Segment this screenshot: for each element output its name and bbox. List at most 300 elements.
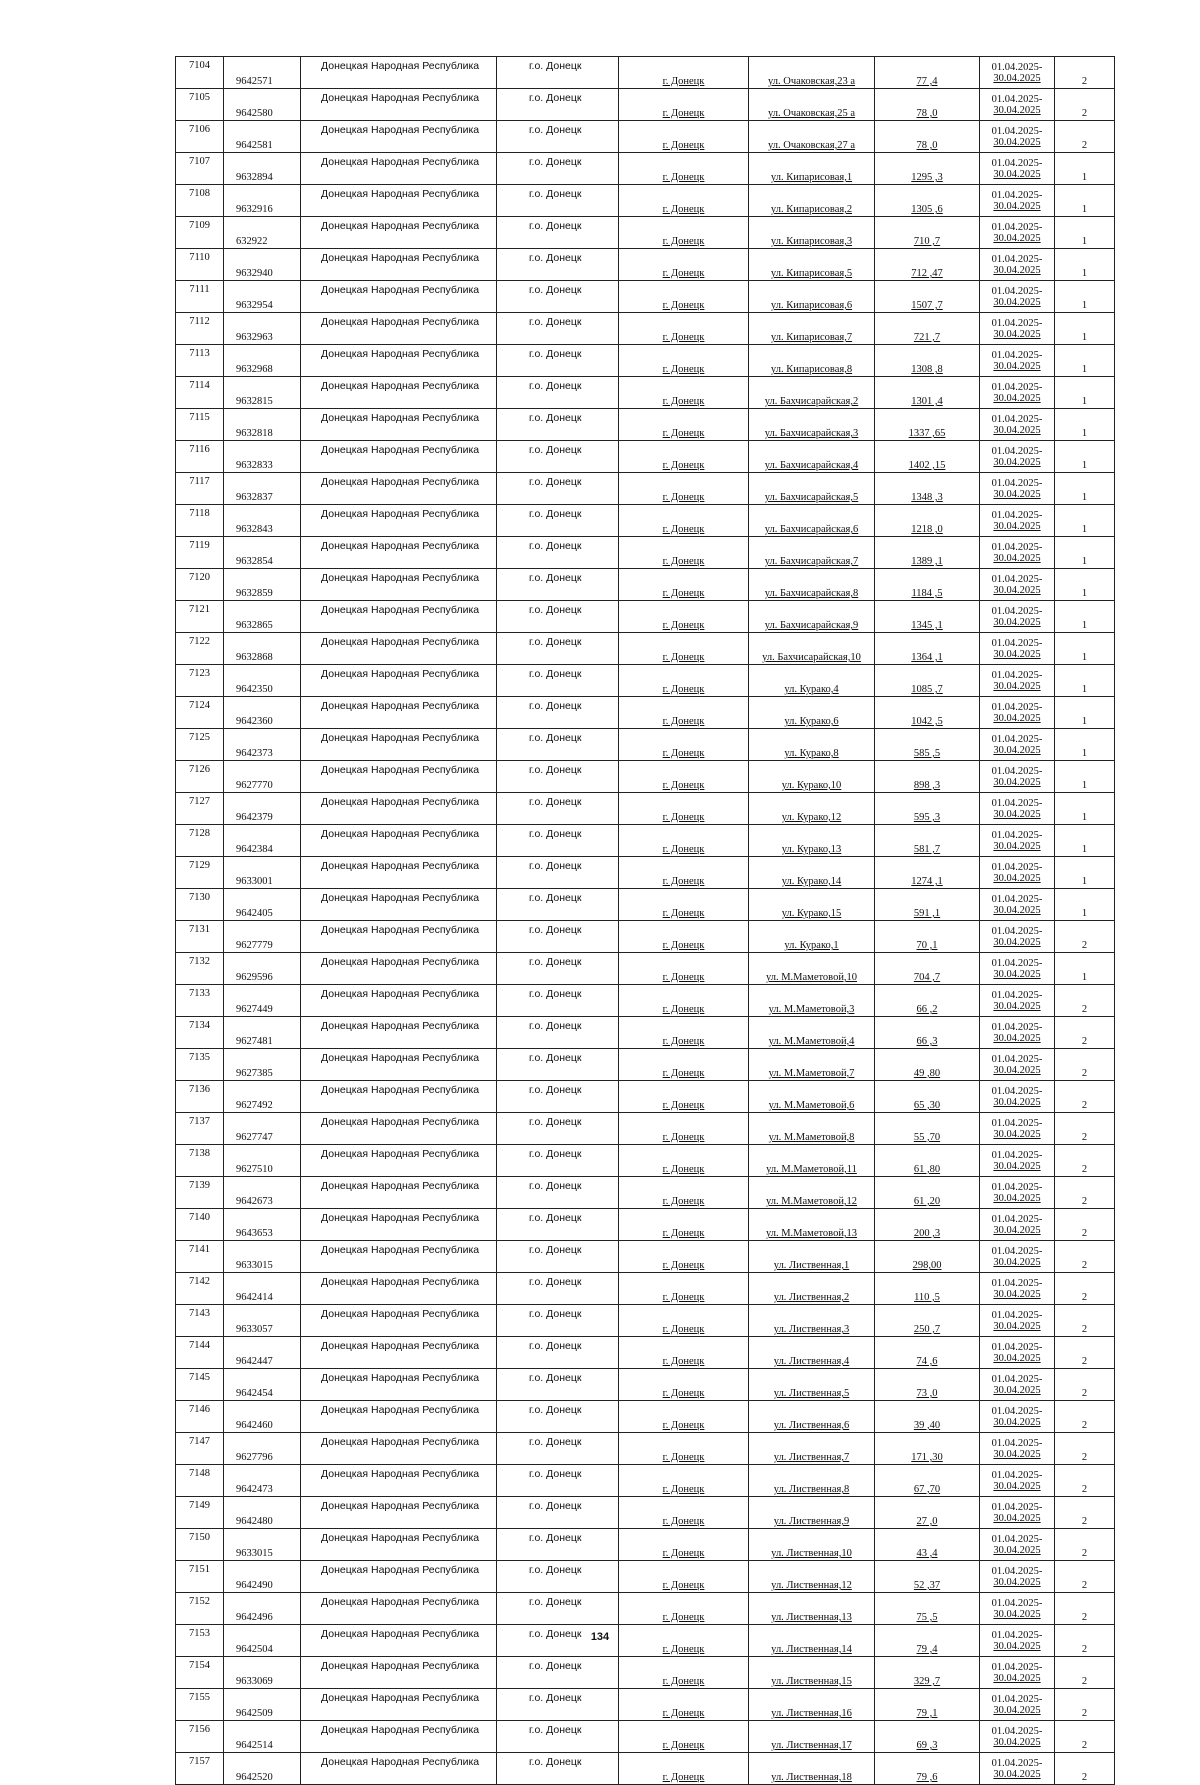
row-number: 7135: [176, 1049, 224, 1081]
period-start: 01.04.2025-: [991, 349, 1043, 361]
city-name: г. Донецк: [619, 1657, 749, 1689]
region-name: Донецкая Народная Республика: [301, 1401, 497, 1433]
region-name: Донецкая Народная Республика: [301, 1433, 497, 1465]
street-address: ул. Бахчисарайская,3: [749, 409, 875, 441]
period-start: 01.04.2025-: [991, 509, 1043, 521]
table-row: [176, 1753, 1115, 1785]
period-start: 01.04.2025-: [991, 221, 1043, 233]
district-name: г.о. Донецк: [497, 1305, 619, 1337]
district-name: г.о. Донецк: [497, 921, 619, 953]
row-number: 7146: [176, 1401, 224, 1433]
street-address: ул. Кипарисовая,1: [749, 153, 875, 185]
row-number: 7137: [176, 1113, 224, 1145]
object-code: 9642673: [224, 1177, 301, 1209]
period-cell: [980, 1209, 1055, 1241]
area-value: 1305 ,6: [875, 185, 980, 217]
category-value: 1: [1055, 793, 1115, 825]
region-name: Донецкая Народная Республика: [301, 1689, 497, 1721]
area-value: 43 ,4: [875, 1529, 980, 1561]
category-value: 2: [1055, 1113, 1115, 1145]
district-name: г.о. Донецк: [497, 377, 619, 409]
city-name: г. Донецк: [619, 1529, 749, 1561]
region-name: Донецкая Народная Республика: [301, 217, 497, 249]
period-start: 01.04.2025-: [991, 1629, 1043, 1641]
period-end: 30.04.2025: [993, 616, 1041, 628]
period-end: 30.04.2025: [993, 712, 1041, 724]
street-address: ул. Бахчисарайская,4: [749, 441, 875, 473]
area-value: 79 ,1: [875, 1689, 980, 1721]
period-start: 01.04.2025-: [991, 445, 1043, 457]
period-start: 01.04.2025-: [991, 125, 1043, 137]
row-number: 7115: [176, 409, 224, 441]
street-address: ул. Курако,13: [749, 825, 875, 857]
street-address: ул. М.Маметовой,7: [749, 1049, 875, 1081]
city-name: г. Донецк: [619, 1017, 749, 1049]
city-name: г. Донецк: [619, 1177, 749, 1209]
period-start: 01.04.2025-: [991, 541, 1043, 553]
city-name: г. Донецк: [619, 1465, 749, 1497]
row-number: 7121: [176, 601, 224, 633]
area-value: 721 ,7: [875, 313, 980, 345]
region-name: Донецкая Народная Республика: [301, 1209, 497, 1241]
street-address: ул. Лиственная,18: [749, 1753, 875, 1785]
period-cell: [980, 601, 1055, 633]
category-value: 1: [1055, 377, 1115, 409]
district-name: г.о. Донецк: [497, 1625, 619, 1657]
period-start: 01.04.2025-: [991, 477, 1043, 489]
table-row: [176, 1465, 1115, 1497]
city-name: г. Донецк: [619, 1113, 749, 1145]
city-name: г. Донецк: [619, 1369, 749, 1401]
area-value: 200 ,3: [875, 1209, 980, 1241]
object-code: 9632833: [224, 441, 301, 473]
category-value: 2: [1055, 1561, 1115, 1593]
city-name: г. Донецк: [619, 1753, 749, 1785]
district-name: г.о. Донецк: [497, 633, 619, 665]
area-value: 78 ,0: [875, 121, 980, 153]
category-value: 1: [1055, 601, 1115, 633]
district-name: г.о. Донецк: [497, 857, 619, 889]
street-address: ул. Кипарисовая,7: [749, 313, 875, 345]
region-name: Донецкая Народная Республика: [301, 665, 497, 697]
table-row: [176, 633, 1115, 665]
category-value: 1: [1055, 569, 1115, 601]
street-address: ул. Лиственная,7: [749, 1433, 875, 1465]
street-address: ул. Лиственная,12: [749, 1561, 875, 1593]
street-address: ул. Лиственная,17: [749, 1721, 875, 1753]
row-number: 7120: [176, 569, 224, 601]
area-value: 110 ,5: [875, 1273, 980, 1305]
category-value: 1: [1055, 441, 1115, 473]
period-end: 30.04.2025: [993, 328, 1041, 340]
category-value: 1: [1055, 473, 1115, 505]
city-name: г. Донецк: [619, 569, 749, 601]
street-address: ул. Очаковская,25 а: [749, 89, 875, 121]
category-value: 1: [1055, 761, 1115, 793]
period-cell: [980, 441, 1055, 473]
area-value: 61 ,20: [875, 1177, 980, 1209]
period-start: 01.04.2025-: [991, 157, 1043, 169]
region-name: Донецкая Народная Республика: [301, 1241, 497, 1273]
period-cell: [980, 505, 1055, 537]
table-row: [176, 1145, 1115, 1177]
area-value: 61 ,80: [875, 1145, 980, 1177]
district-name: г.о. Донецк: [497, 1113, 619, 1145]
period-cell: [980, 729, 1055, 761]
period-start: 01.04.2025-: [991, 253, 1043, 265]
row-number: 7143: [176, 1305, 224, 1337]
city-name: г. Донецк: [619, 1049, 749, 1081]
district-name: г.о. Донецк: [497, 313, 619, 345]
row-number: 7105: [176, 89, 224, 121]
object-code: 9642580: [224, 89, 301, 121]
object-code: 9632818: [224, 409, 301, 441]
period-end: 30.04.2025: [993, 488, 1041, 500]
table-row: [176, 1689, 1115, 1721]
area-value: 712 ,47: [875, 249, 980, 281]
category-value: 2: [1055, 1209, 1115, 1241]
period-cell: [980, 57, 1055, 89]
period-start: 01.04.2025-: [991, 1693, 1043, 1705]
region-name: Донецкая Народная Республика: [301, 281, 497, 313]
row-number: 7151: [176, 1561, 224, 1593]
table-row: [176, 505, 1115, 537]
period-start: 01.04.2025-: [991, 1725, 1043, 1737]
period-cell: [980, 1081, 1055, 1113]
period-start: 01.04.2025-: [991, 573, 1043, 585]
period-cell: [980, 857, 1055, 889]
area-value: 585 ,5: [875, 729, 980, 761]
district-name: г.о. Донецк: [497, 1657, 619, 1689]
area-value: 39 ,40: [875, 1401, 980, 1433]
period-cell: [980, 473, 1055, 505]
object-code: 9642473: [224, 1465, 301, 1497]
street-address: ул. Лиственная,4: [749, 1337, 875, 1369]
period-start: 01.04.2025-: [991, 1245, 1043, 1257]
area-value: 898 ,3: [875, 761, 980, 793]
period-start: 01.04.2025-: [991, 1469, 1043, 1481]
area-value: 27 ,0: [875, 1497, 980, 1529]
district-name: г.о. Донецк: [497, 1689, 619, 1721]
city-name: г. Донецк: [619, 57, 749, 89]
region-name: Донецкая Народная Республика: [301, 1273, 497, 1305]
region-name: Донецкая Народная Республика: [301, 537, 497, 569]
district-name: г.о. Донецк: [497, 1177, 619, 1209]
object-code: 9642373: [224, 729, 301, 761]
area-value: 79 ,6: [875, 1753, 980, 1785]
object-code: 9642454: [224, 1369, 301, 1401]
object-code: 9642520: [224, 1753, 301, 1785]
city-name: г. Донецк: [619, 1241, 749, 1273]
district-name: г.о. Донецк: [497, 345, 619, 377]
category-value: 1: [1055, 345, 1115, 377]
street-address: ул. М.Маметовой,4: [749, 1017, 875, 1049]
district-name: г.о. Донецк: [497, 825, 619, 857]
street-address: ул. М.Маметовой,8: [749, 1113, 875, 1145]
region-name: Донецкая Народная Республика: [301, 441, 497, 473]
period-end: 30.04.2025: [993, 1672, 1041, 1684]
city-name: г. Донецк: [619, 153, 749, 185]
city-name: г. Донецк: [619, 1273, 749, 1305]
row-number: 7130: [176, 889, 224, 921]
period-end: 30.04.2025: [993, 1288, 1041, 1300]
table-row: [176, 89, 1115, 121]
period-end: 30.04.2025: [993, 1256, 1041, 1268]
row-number: 7156: [176, 1721, 224, 1753]
row-number: 7142: [176, 1273, 224, 1305]
period-cell: [980, 1177, 1055, 1209]
period-start: 01.04.2025-: [991, 1405, 1043, 1417]
object-code: 9642350: [224, 665, 301, 697]
period-end: 30.04.2025: [993, 1576, 1041, 1588]
period-end: 30.04.2025: [993, 808, 1041, 820]
area-value: 581 ,7: [875, 825, 980, 857]
object-code: 9632940: [224, 249, 301, 281]
period-start: 01.04.2025-: [991, 1277, 1043, 1289]
area-value: 1295 ,3: [875, 153, 980, 185]
object-code: 9642496: [224, 1593, 301, 1625]
area-value: 1364 ,1: [875, 633, 980, 665]
object-code: 9633069: [224, 1657, 301, 1689]
category-value: 2: [1055, 1369, 1115, 1401]
category-value: 1: [1055, 697, 1115, 729]
object-code: 9627481: [224, 1017, 301, 1049]
region-name: Донецкая Народная Республика: [301, 1625, 497, 1657]
period-end: 30.04.2025: [993, 1352, 1041, 1364]
area-value: 1184 ,5: [875, 569, 980, 601]
city-name: г. Донецк: [619, 537, 749, 569]
city-name: г. Донецк: [619, 697, 749, 729]
row-number: 7132: [176, 953, 224, 985]
category-value: 2: [1055, 1049, 1115, 1081]
city-name: г. Донецк: [619, 665, 749, 697]
period-end: 30.04.2025: [993, 424, 1041, 436]
city-name: г. Донецк: [619, 1721, 749, 1753]
period-start: 01.04.2025-: [991, 1149, 1043, 1161]
period-cell: [980, 1113, 1055, 1145]
row-number: 7111: [176, 281, 224, 313]
object-code: 9632963: [224, 313, 301, 345]
district-name: г.о. Донецк: [497, 729, 619, 761]
area-value: 1042 ,5: [875, 697, 980, 729]
region-name: Донецкая Народная Республика: [301, 1081, 497, 1113]
object-code: 9633057: [224, 1305, 301, 1337]
city-name: г. Донецк: [619, 729, 749, 761]
table-row: [176, 1177, 1115, 1209]
row-number: 7124: [176, 697, 224, 729]
category-value: 2: [1055, 1593, 1115, 1625]
table-row: [176, 1209, 1115, 1241]
city-name: г. Донецк: [619, 505, 749, 537]
period-end: 30.04.2025: [993, 1768, 1041, 1780]
row-number: 7147: [176, 1433, 224, 1465]
district-name: г.о. Донецк: [497, 537, 619, 569]
city-name: г. Донецк: [619, 1081, 749, 1113]
category-value: 1: [1055, 505, 1115, 537]
table-row: [176, 1337, 1115, 1369]
area-value: 1348 ,3: [875, 473, 980, 505]
period-start: 01.04.2025-: [991, 317, 1043, 329]
region-name: Донецкая Народная Республика: [301, 153, 497, 185]
table-row: [176, 185, 1115, 217]
object-code: 9632854: [224, 537, 301, 569]
district-name: г.о. Донецк: [497, 1337, 619, 1369]
region-name: Донецкая Народная Республика: [301, 345, 497, 377]
city-name: г. Донецк: [619, 313, 749, 345]
street-address: ул. М.Маметовой,11: [749, 1145, 875, 1177]
period-start: 01.04.2025-: [991, 925, 1043, 937]
object-code: 9632894: [224, 153, 301, 185]
table-row: [176, 377, 1115, 409]
object-code: 9642379: [224, 793, 301, 825]
district-name: г.о. Донецк: [497, 793, 619, 825]
row-number: 7110: [176, 249, 224, 281]
district-name: г.о. Донецк: [497, 249, 619, 281]
table-row: [176, 409, 1115, 441]
row-number: 7127: [176, 793, 224, 825]
row-number: 7118: [176, 505, 224, 537]
city-name: г. Донецк: [619, 1625, 749, 1657]
category-value: 1: [1055, 153, 1115, 185]
table-body: [176, 57, 1115, 1785]
district-name: г.о. Донецк: [497, 985, 619, 1017]
area-value: 329 ,7: [875, 1657, 980, 1689]
table-row: [176, 1113, 1115, 1145]
period-end: 30.04.2025: [993, 1640, 1041, 1652]
period-end: 30.04.2025: [993, 168, 1041, 180]
period-cell: [980, 1753, 1055, 1785]
district-name: г.о. Донецк: [497, 57, 619, 89]
area-value: 55 ,70: [875, 1113, 980, 1145]
city-name: г. Донецк: [619, 121, 749, 153]
period-end: 30.04.2025: [993, 1320, 1041, 1332]
table-row: [176, 985, 1115, 1017]
object-code: 9642581: [224, 121, 301, 153]
period-cell: [980, 1689, 1055, 1721]
row-number: 7155: [176, 1689, 224, 1721]
street-address: ул. Кипарисовая,8: [749, 345, 875, 377]
region-name: Донецкая Народная Республика: [301, 825, 497, 857]
period-start: 01.04.2025-: [991, 1213, 1043, 1225]
object-code: 9642504: [224, 1625, 301, 1657]
area-value: 710 ,7: [875, 217, 980, 249]
city-name: г. Донецк: [619, 1401, 749, 1433]
street-address: ул. М.Маметовой,13: [749, 1209, 875, 1241]
category-value: 2: [1055, 1465, 1115, 1497]
period-cell: [980, 313, 1055, 345]
region-name: Донецкая Народная Республика: [301, 1369, 497, 1401]
category-value: 2: [1055, 1305, 1115, 1337]
period-start: 01.04.2025-: [991, 413, 1043, 425]
object-code: 9642571: [224, 57, 301, 89]
registry-table-sheet: [175, 56, 1114, 1783]
district-name: г.о. Донецк: [497, 1529, 619, 1561]
city-name: г. Донецк: [619, 953, 749, 985]
object-code: 9627385: [224, 1049, 301, 1081]
district-name: г.о. Донецк: [497, 697, 619, 729]
area-value: 66 ,2: [875, 985, 980, 1017]
row-number: 7125: [176, 729, 224, 761]
category-value: 2: [1055, 1497, 1115, 1529]
period-cell: [980, 1593, 1055, 1625]
row-number: 7144: [176, 1337, 224, 1369]
table-row: [176, 281, 1115, 313]
street-address: ул. Лиственная,2: [749, 1273, 875, 1305]
region-name: Донецкая Народная Республика: [301, 505, 497, 537]
region-name: Донецкая Народная Республика: [301, 57, 497, 89]
street-address: ул. Бахчисарайская,10: [749, 633, 875, 665]
period-end: 30.04.2025: [993, 72, 1041, 84]
table-row: [176, 857, 1115, 889]
region-name: Донецкая Народная Республика: [301, 569, 497, 601]
region-name: Донецкая Народная Республика: [301, 1657, 497, 1689]
period-start: 01.04.2025-: [991, 733, 1043, 745]
region-name: Донецкая Народная Республика: [301, 121, 497, 153]
row-number: 7109: [176, 217, 224, 249]
region-name: Донецкая Народная Республика: [301, 1753, 497, 1785]
period-cell: [980, 249, 1055, 281]
period-cell: [980, 1337, 1055, 1369]
period-start: 01.04.2025-: [991, 61, 1043, 73]
table-row: [176, 57, 1115, 89]
category-value: 2: [1055, 1529, 1115, 1561]
city-name: г. Донецк: [619, 281, 749, 313]
period-start: 01.04.2025-: [991, 1373, 1043, 1385]
city-name: г. Донецк: [619, 1337, 749, 1369]
period-end: 30.04.2025: [993, 264, 1041, 276]
street-address: ул. М.Маметовой,10: [749, 953, 875, 985]
period-cell: [980, 569, 1055, 601]
table-row: [176, 729, 1115, 761]
period-start: 01.04.2025-: [991, 765, 1043, 777]
period-end: 30.04.2025: [993, 456, 1041, 468]
period-end: 30.04.2025: [993, 360, 1041, 372]
city-name: г. Донецк: [619, 633, 749, 665]
category-value: 2: [1055, 1721, 1115, 1753]
district-name: г.о. Донецк: [497, 1145, 619, 1177]
city-name: г. Донецк: [619, 217, 749, 249]
street-address: ул. Лиственная,8: [749, 1465, 875, 1497]
row-number: 7138: [176, 1145, 224, 1177]
category-value: 2: [1055, 1753, 1115, 1785]
street-address: ул. Курако,14: [749, 857, 875, 889]
region-name: Донецкая Народная Республика: [301, 857, 497, 889]
district-name: г.о. Донецк: [497, 569, 619, 601]
object-code: 9627510: [224, 1145, 301, 1177]
category-value: 1: [1055, 537, 1115, 569]
region-name: Донецкая Народная Республика: [301, 761, 497, 793]
street-address: ул. Лиственная,3: [749, 1305, 875, 1337]
table-row: [176, 537, 1115, 569]
category-value: 2: [1055, 1081, 1115, 1113]
district-name: г.о. Донецк: [497, 505, 619, 537]
object-code: 9632859: [224, 569, 301, 601]
district-name: г.о. Донецк: [497, 185, 619, 217]
table-row: [176, 953, 1115, 985]
street-address: ул. Кипарисовая,2: [749, 185, 875, 217]
period-cell: [980, 281, 1055, 313]
street-address: ул. Бахчисарайская,9: [749, 601, 875, 633]
region-name: Донецкая Народная Республика: [301, 729, 497, 761]
object-code: 9642414: [224, 1273, 301, 1305]
city-name: г. Донецк: [619, 889, 749, 921]
area-value: 52 ,37: [875, 1561, 980, 1593]
period-end: 30.04.2025: [993, 104, 1041, 116]
category-value: 2: [1055, 1433, 1115, 1465]
period-cell: [980, 825, 1055, 857]
row-number: 7114: [176, 377, 224, 409]
period-cell: [980, 1561, 1055, 1593]
